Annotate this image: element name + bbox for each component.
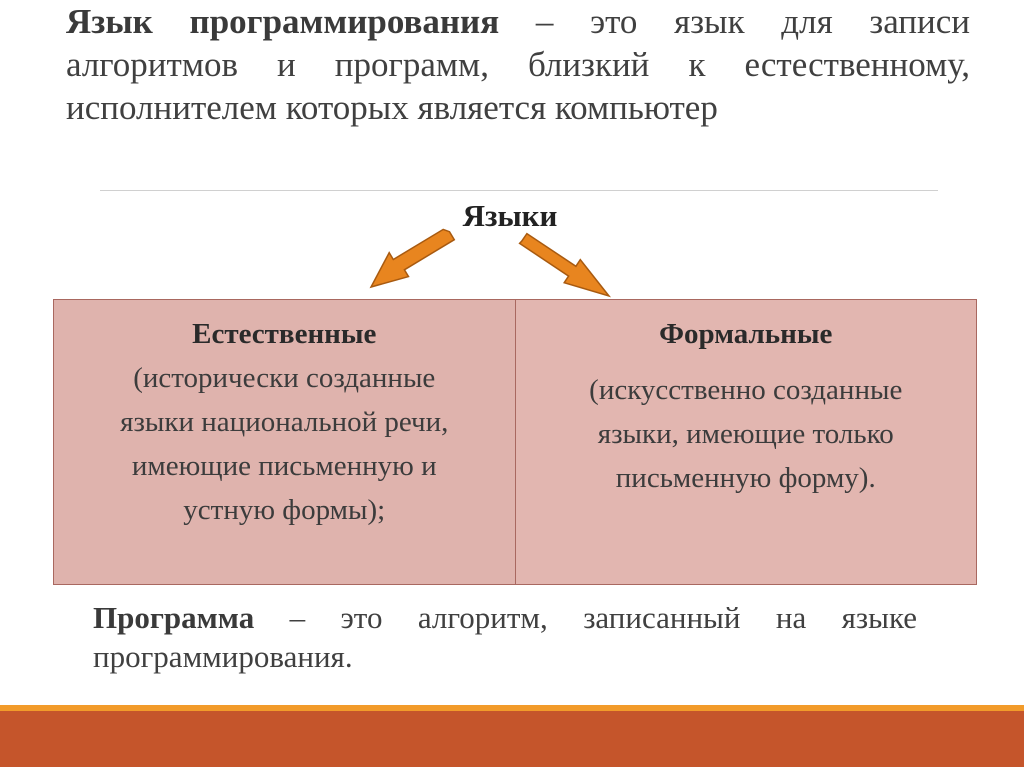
column-formal-line: (искусственно созданные [589, 374, 903, 406]
column-natural-line: имеющие письменную и [131, 450, 437, 482]
column-natural-line: устную формы); [183, 494, 386, 526]
arrow-left-icon [371, 229, 454, 287]
definition-text: – это алгоритм, записанный на языке программирования. [93, 600, 917, 674]
column-natural-title: Естественные [192, 318, 377, 350]
languages-table [53, 299, 977, 585]
column-natural-line: языки национальной речи, [120, 406, 449, 438]
arrow-right-icon [520, 234, 609, 296]
definition-bottom [93, 598, 917, 676]
footer-band [0, 711, 1024, 767]
column-formal-line: письменную форму). [615, 462, 876, 494]
column-natural-line: (исторически созданные [133, 362, 436, 394]
column-formal-line: языки, имеющие только [597, 418, 894, 450]
heading-languages: Языки [462, 198, 558, 233]
definition-term: Программа [93, 600, 255, 635]
column-formal-title: Формальные [659, 318, 833, 350]
definition-text: – это язык для записи алгоритмов и программ, близкий к естественному, исполнителем которых является компьютер [66, 2, 970, 127]
column-formal [516, 300, 977, 584]
definition-term: Язык программирования [66, 2, 500, 41]
column-natural [54, 300, 516, 584]
